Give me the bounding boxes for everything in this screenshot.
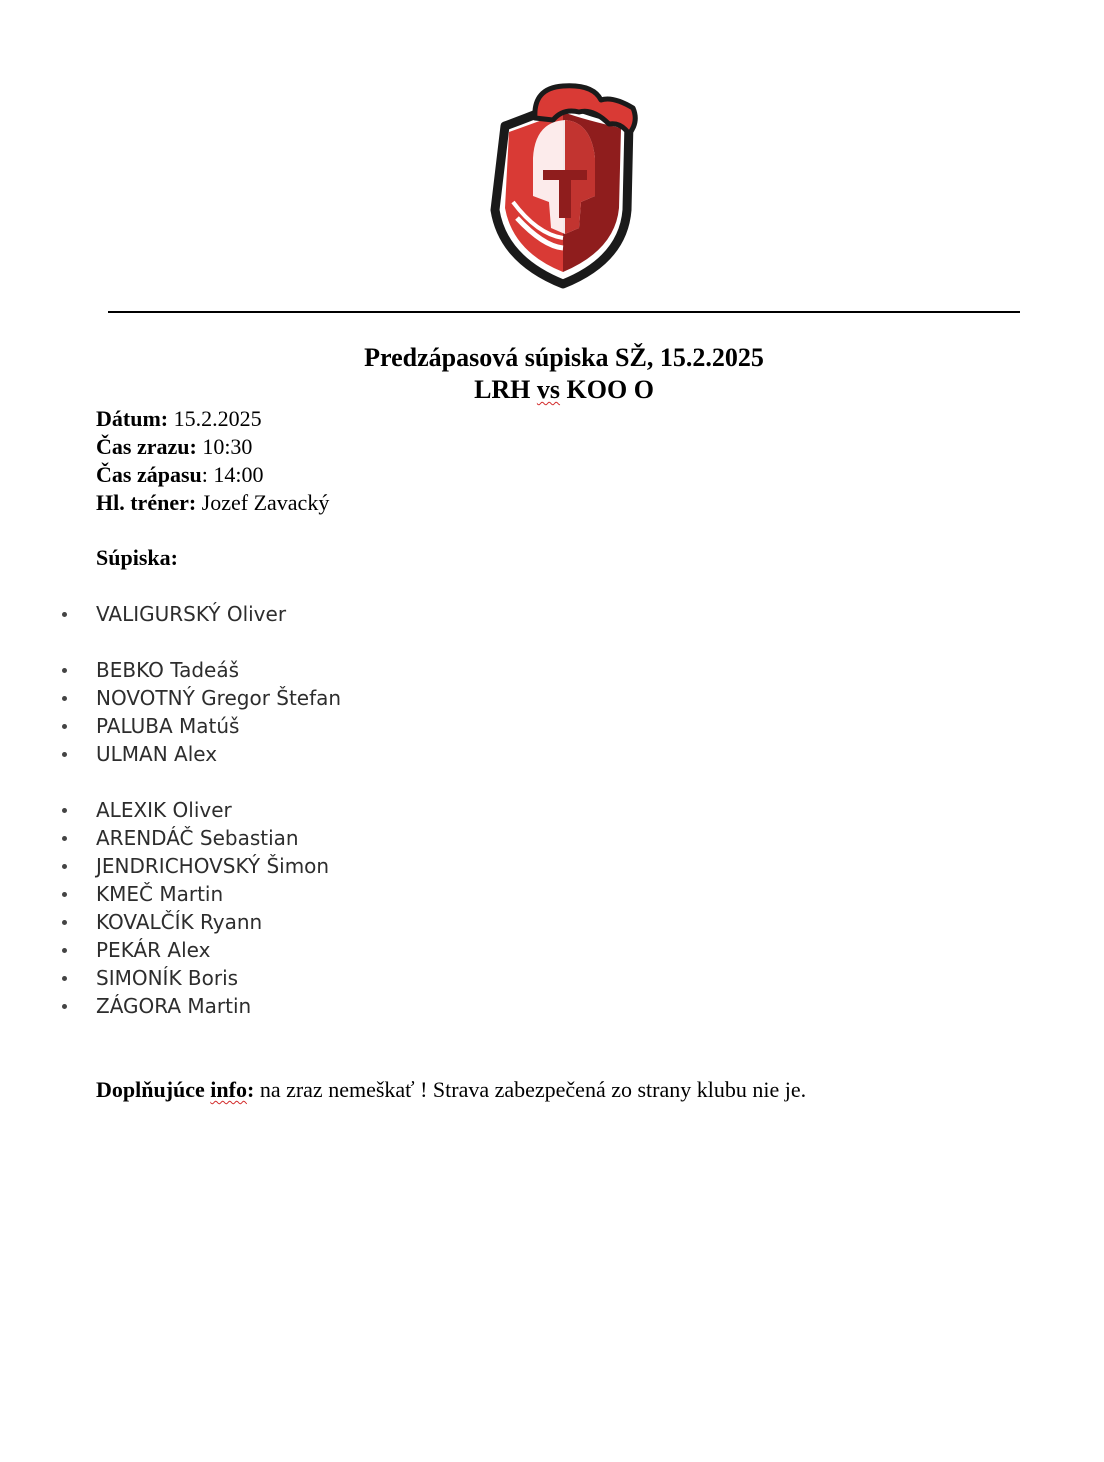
bullet-icon (62, 808, 67, 813)
info-text: na zraz nemeškať ! Strava zabezpečená zo strany klubu nie je. (254, 1077, 807, 1102)
home-team: LRH (474, 375, 531, 404)
player-name: VALIGURSKÝ Oliver (96, 602, 287, 626)
info-label-colon: : (246, 1077, 255, 1102)
forwards-list (0, 796, 329, 1020)
list-item (0, 600, 286, 628)
info-label (96, 1077, 254, 1102)
player-name: ZÁGORA Martin (96, 994, 252, 1018)
bullet-icon (62, 668, 67, 673)
away-team: KOO O (566, 375, 654, 404)
player-name: JENDRICHOVSKÝ Šimon (96, 854, 330, 878)
coach-row (96, 489, 329, 517)
player-name: ALEXIK Oliver (96, 798, 232, 822)
list-item (0, 964, 329, 992)
header-divider (108, 311, 1020, 313)
meet-time-row (96, 433, 329, 461)
match-time-row (96, 461, 329, 489)
player-name: BEBKO Tadeáš (96, 658, 240, 682)
list-item (0, 824, 329, 852)
player-name: KMEČ Martin (96, 882, 224, 906)
match-title (0, 374, 1104, 406)
match-details (96, 405, 329, 517)
vs-label: vs (536, 375, 561, 404)
additional-info (96, 1076, 806, 1104)
goalkeepers-list (0, 600, 286, 628)
list-item (0, 880, 329, 908)
list-item (0, 992, 329, 1020)
bullet-icon (62, 976, 67, 981)
player-name: PEKÁR Alex (96, 938, 211, 962)
bullet-icon (62, 948, 67, 953)
match-time-value: 14:00 (213, 462, 264, 487)
bullet-icon (62, 724, 67, 729)
bullet-icon (62, 1004, 67, 1009)
coach-label: Hl. tréner: (96, 490, 197, 515)
bullet-icon (62, 752, 67, 757)
bullet-icon (62, 920, 67, 925)
list-item (0, 740, 341, 768)
date-row (96, 405, 329, 433)
player-name: SIMONÍK Boris (96, 966, 239, 990)
bullet-icon (62, 892, 67, 897)
list-item (0, 908, 329, 936)
list-item (0, 656, 341, 684)
date-value: 15.2.2025 (173, 406, 262, 431)
match-time-separator: : (201, 462, 208, 487)
bullet-icon (62, 696, 67, 701)
bullet-icon (62, 612, 67, 617)
meet-time-value: 10:30 (202, 434, 253, 459)
bullet-icon (62, 836, 67, 841)
list-item (0, 712, 341, 740)
player-name: PALUBA Matúš (96, 714, 240, 738)
list-item (0, 852, 329, 880)
player-name: ARENDÁČ Sebastian (96, 826, 299, 850)
date-label: Dátum: (96, 406, 169, 431)
player-name: ULMAN Alex (96, 742, 218, 766)
info-label-part: Doplňujúce (96, 1077, 211, 1102)
match-time-label: Čas zápasu (96, 462, 202, 487)
bullet-icon (62, 864, 67, 869)
roster-heading: Súpiska: (96, 545, 178, 570)
meet-time-label: Čas zrazu: (96, 434, 197, 459)
player-name: KOVALČÍK Ryann (96, 910, 263, 934)
coach-value: Jozef Zavacký (201, 490, 330, 515)
player-name: NOVOTNÝ Gregor Štefan (96, 686, 342, 710)
info-label-word: info (210, 1077, 247, 1102)
list-item (0, 796, 329, 824)
club-logo-icon (483, 78, 645, 290)
list-item (0, 936, 329, 964)
list-item (0, 684, 341, 712)
defenders-list (0, 656, 341, 768)
document-title: Predzápasová súpiska SŽ, 15.2.2025 (364, 343, 764, 372)
